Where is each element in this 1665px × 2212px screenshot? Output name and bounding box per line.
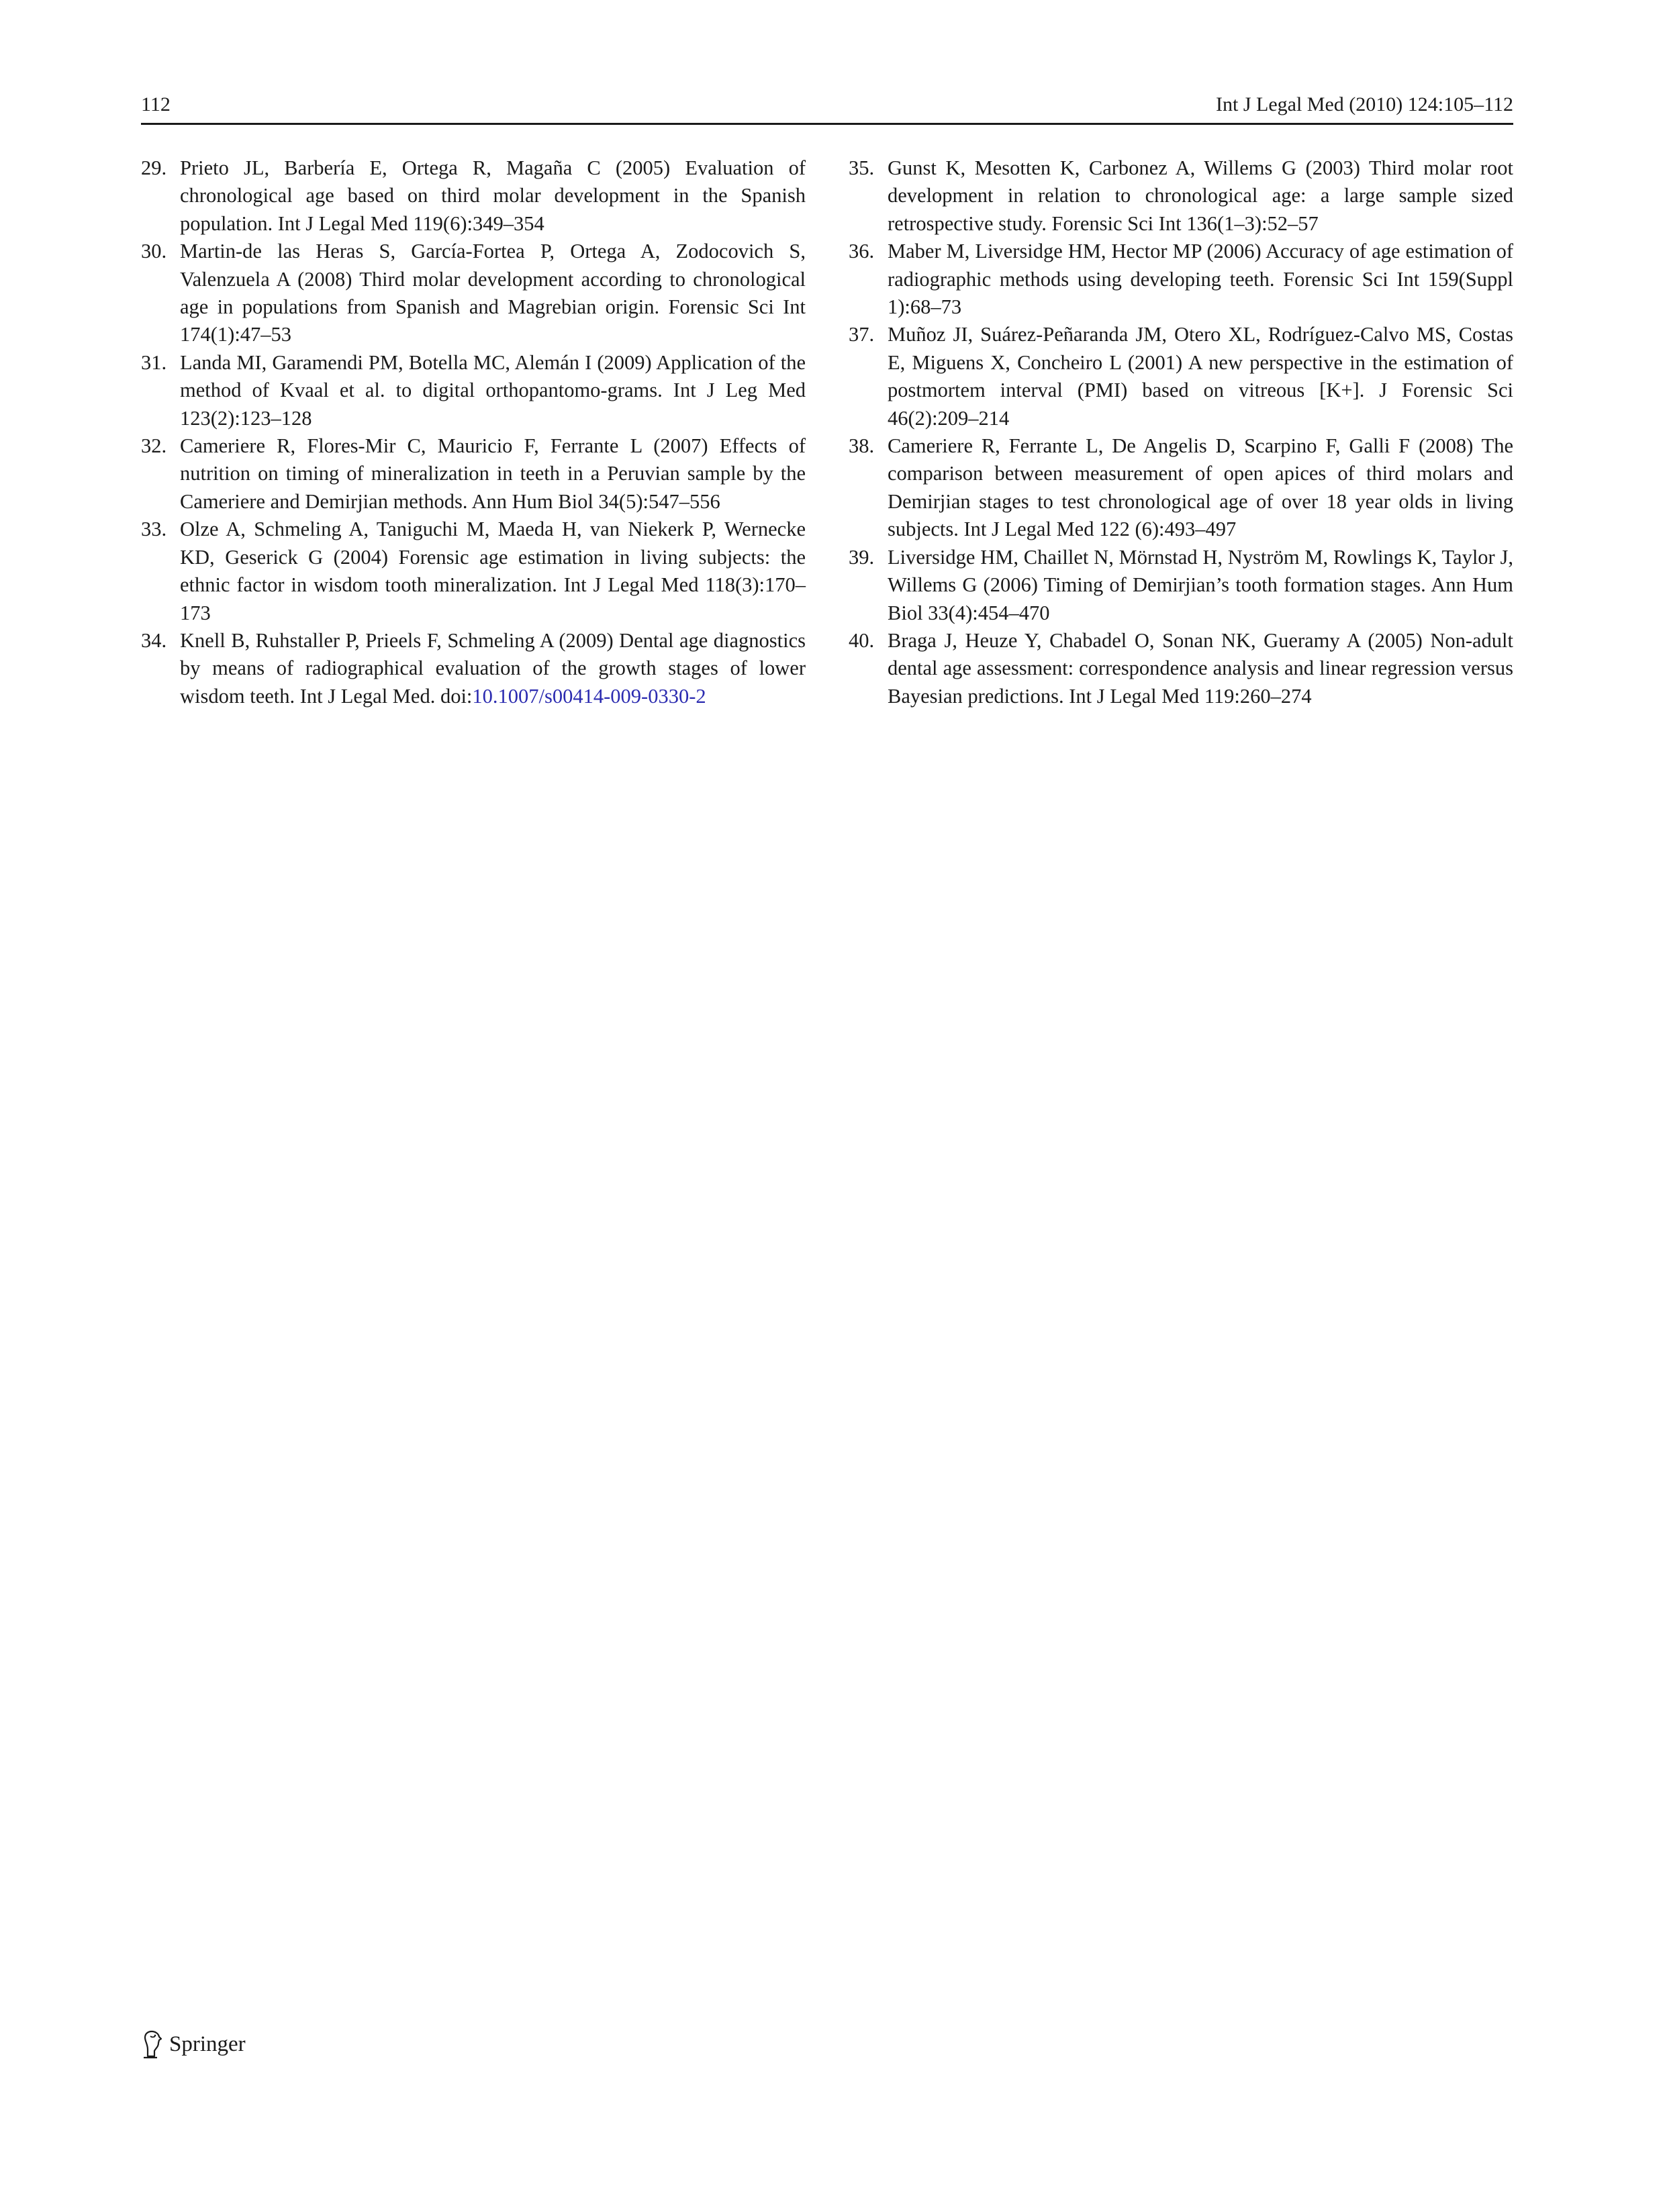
reference-item	[849, 154, 1513, 238]
page-number: 112	[141, 93, 171, 115]
reference-text: Cameriere R, Flores-Mir C, Mauricio F, Ferrante L (2007) Effects of nutrition on timing of mineralization in teeth in a Peruvian sample by the Cameriere and Demirjian methods. Ann Hum Biol 34(5):547–556	[180, 434, 806, 513]
reference-item	[849, 432, 1513, 544]
reference-item	[141, 154, 806, 238]
reference-number: 36.	[849, 240, 875, 263]
reference-number: 33.	[141, 518, 167, 541]
doi-link[interactable]: 10.1007/s00414-009-0330-2	[472, 684, 706, 708]
reference-number: 35.	[849, 156, 875, 179]
reference-number: 39.	[849, 545, 875, 569]
reference-text: Braga J, Heuze Y, Chabadel O, Sonan NK, Gueramy A (2005) Non-adult dental age assessment: correspondence analysis and linear regression versus Bayesian predictions. Int J Legal Med 119:260–274	[888, 628, 1513, 708]
reference-item	[141, 516, 806, 627]
reference-number: 30.	[141, 240, 167, 263]
reference-number: 37.	[849, 323, 875, 346]
header-rule	[141, 123, 1513, 125]
springer-horse-icon	[141, 2029, 165, 2059]
reference-item	[141, 238, 806, 349]
reference-number: 32.	[141, 434, 167, 458]
reference-text: Cameriere R, Ferrante L, De Angelis D, Scarpino F, Galli F (2008) The comparison between measurement of open apices of third molars and Demirjian stages to test chronological age of over 18 year olds in living subjects. Int J Legal Med 122 (6):493–497	[888, 434, 1513, 541]
reference-item	[141, 627, 806, 710]
reference-text: Gunst K, Mesotten K, Carbonez A, Willems G (2003) Third molar root development in relation to chronological age: a large sample sized retrospective study. Forensic Sci Int 136(1–3):52–57	[888, 156, 1513, 235]
reference-number: 40.	[849, 628, 875, 652]
reference-text: Olze A, Schmeling A, Taniguchi M, Maeda H, van Niekerk P, Wernecke KD, Geserick G (2004) Forensic age estimation in living subjects: the ethnic factor in wisdom tooth mineralization. Int J Legal Med 118(3):170–173	[180, 518, 806, 624]
reference-text: Liversidge HM, Chaillet N, Mörnstad H, Nyström M, Rowlings K, Taylor J, Willems G (2006) Timing of Demirjian’s tooth formation stages. Ann Hum Biol 33(4):454–470	[888, 545, 1513, 624]
reference-item	[141, 349, 806, 432]
publisher-name: Springer	[169, 2031, 246, 2056]
reference-text: Muñoz JI, Suárez-Peñaranda JM, Otero XL, Rodríguez-Calvo MS, Costas E, Miguens X, Concheiro L (2001) A new perspective in the estimation of postmortem interval (PMI) based on vitreous [K+]. J Forensic Sci 46(2):209–214	[888, 323, 1513, 430]
reference-number: 31.	[141, 350, 167, 374]
reference-item	[849, 321, 1513, 432]
reference-text: Landa MI, Garamendi PM, Botella MC, Alemán I (2009) Application of the method of Kvaal et al. to digital orthopantomo-grams. Int J Leg Med 123(2):123–128	[180, 350, 806, 430]
reference-item	[849, 238, 1513, 321]
references-column-left	[141, 154, 806, 710]
reference-item	[141, 432, 806, 516]
references-column-right	[849, 154, 1513, 710]
reference-number: 34.	[141, 628, 167, 652]
reference-text: Maber M, Liversidge HM, Hector MP (2006) Accuracy of age estimation of radiographic methods using developing teeth. Forensic Sci Int 159(Suppl 1):68–73	[888, 240, 1513, 319]
reference-item	[849, 627, 1513, 710]
publisher-logo	[141, 2027, 246, 2061]
reference-item	[849, 544, 1513, 627]
running-header	[141, 90, 1513, 119]
reference-number: 38.	[849, 434, 875, 458]
reference-text: Prieto JL, Barbería E, Ortega R, Magaña C (2005) Evaluation of chronological age based on third molar development in the Spanish population. Int J Legal Med 119(6):349–354	[180, 156, 806, 235]
reference-number: 29.	[141, 156, 167, 179]
reference-text: Martin-de las Heras S, García-Fortea P, Ortega A, Zodocovich S, Valenzuela A (2008) Third molar development according to chronological age in populations from Spanish and Magrebian origin. Forensic Sci Int 174(1):47–53	[180, 240, 806, 346]
journal-citation: Int J Legal Med (2010) 124:105–112	[1216, 93, 1513, 115]
reference-text	[180, 627, 806, 710]
reference-body: Knell B, Ruhstaller P, Prieels F, Schmeling A (2009) Dental age diagnostics by means of radiographical evaluation of the growth stages of lower wisdom teeth. Int J Legal Med. doi:	[180, 628, 806, 708]
